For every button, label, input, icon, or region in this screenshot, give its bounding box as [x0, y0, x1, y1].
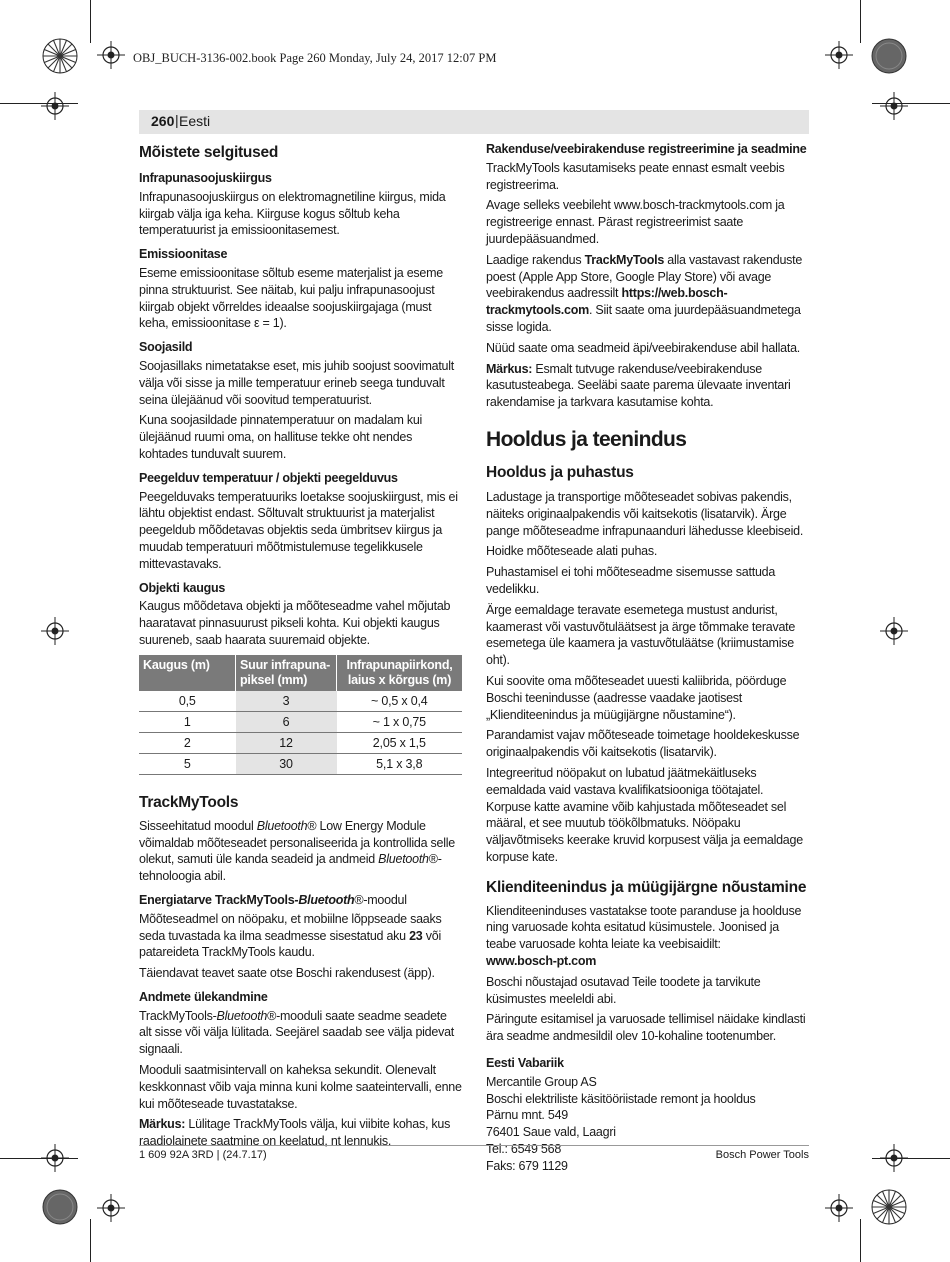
paragraph-energy: Mõõteseadmel on nööpaku, et mobiilne lõppseade saaks seda tuvastada ka ilma seadmesse sisestatud aku 23 või patareideta TrackMyTools kaudu. — [139, 911, 442, 960]
crosshair-target-icon — [825, 1194, 853, 1222]
address-line: Mercantile Group AS — [486, 1074, 597, 1089]
table-cell: 2,05 x 1,5 — [337, 732, 463, 753]
paragraph-note: Märkus: Lülitage TrackMyTools välja, kui viibite kohas, kus raadiolainete saatmine on keelatud, nt lennukis. — [139, 1117, 451, 1149]
subheading-registration: Rakenduse/veebirakenduse registreerimine ja seadmine — [486, 142, 807, 156]
table-cell: 6 — [236, 711, 337, 732]
address-line: Tel.: 6549 568 — [486, 1142, 562, 1157]
crosshair-target-icon — [880, 1144, 908, 1172]
footer-doc-code: 1 609 92A 3RD | (24.7.17) — [139, 1149, 267, 1161]
paragraph-registration-3: Laadige rakendus TrackMyTools alla vastavast rakenduste poest (Apple App Store, Google Play Store) või avage veebirakendus aadressilt https://web.bosch-trackmytools.com. Siit saate oma juurdepääsuandmetega sisse logida. — [486, 252, 803, 334]
subheading-object-distance: Objekti kaugus — [139, 580, 226, 595]
crosshair-target-icon — [97, 41, 125, 69]
paragraph-energy-2: Täiendavat teavet saate otse Boschi rakendusest (äpp). — [139, 966, 435, 981]
crosshair-target-icon — [41, 92, 69, 120]
table-cell: 30 — [236, 753, 337, 774]
page-language: Eesti — [179, 113, 211, 129]
paragraph-registration-4: Nüüd saate oma seadmeid äpi/veebirakenduse abil hallata. — [486, 340, 800, 355]
registration-star-icon — [869, 1187, 909, 1227]
paragraph-maintenance-1: Ladustage ja transportige mõõteseadet sobivas pakendis, näiteks originaalpakendis või kaitsekotis (lisatarvik). Ärge pange mõõteseadme infrapunaanduri lähedusse kleebiseid. — [486, 489, 804, 538]
section-heading-customer-service: Klienditeenindus ja müügijärgne nõustamine — [486, 878, 807, 896]
crosshair-target-icon — [97, 1194, 125, 1222]
paragraph-thermal-bridge-1: Soojasillaks nimetatakse eset, mis juhib soojust soovimatult välja või sisse ja mille temperatuur erineb seega tunduvalt seina ülejäänud või soovitud temperatuurist. — [139, 358, 455, 407]
table-cell: 3 — [236, 691, 337, 712]
paragraph-data-transfer: TrackMyTools-Bluetooth®-mooduli saate seadme seadete alt sisse või välja lülitada. Seejärel saadab see välja pidevat signaali. — [139, 1008, 454, 1057]
paragraph-maintenance-4: Ärge eemaldage teravate esemetega mustust andurist, kaamerast või vastuvõtuläätsest ja ärge tõmmake teravate esemetega üle kaamera ja vastuvõtuläätse (kriimustamise oht). — [486, 602, 796, 668]
table-cell: 12 — [236, 732, 337, 753]
subheading-country: Eesti Vabariik — [486, 1056, 564, 1071]
paragraph-infrared: Infrapunasoojuskiirgus on elektromagnetiline kiirgus, mida kiirgab välja iga keha. Kiirguse kogus sõltub keha temperatuurist ja emissioonitasemest. — [139, 189, 446, 238]
paragraph-object-distance: Kaugus mõõdetava objekti ja mõõteseadme vahel mõjutab haaratavat pinnasuurust pikseli kohta. Kui objekti kaugus suureneb, saab haarata suuremaid objekte. — [139, 599, 451, 647]
left-column — [139, 139, 462, 1154]
paragraph-registration-2: Avage selleks veebileht www.bosch-trackmytools.com ja registreerige ennast. Pärast registreerimist saate juurdepääsuandmed. — [486, 198, 785, 246]
table-cell: ~ 1 x 0,75 — [337, 711, 463, 732]
table-cell: 0,5 — [139, 691, 236, 712]
subheading-emission: Emissioonitase — [139, 247, 228, 262]
page-header-separator: | — [175, 112, 179, 128]
registration-star-icon — [40, 36, 80, 76]
crosshair-target-icon — [825, 41, 853, 69]
paragraph-maintenance-7: Integreeritud nööpakut on lubatud jäätmekäitluseks eemaldada vaid vastava kvalifikatsiooniga töötajatel. Korpuse katte avamine võib kahjustada mõõteseadet sel määral, et see muutub töökõlbmatuks. Nööpaku väljavõtmiseks keerake kruvid korpusest välja ja eemaldage korpuse kate. — [486, 765, 803, 864]
crop-mark — [860, 1219, 861, 1262]
registration-gray-circle-icon — [40, 1187, 80, 1227]
address-line: Faks: 679 1129 — [486, 1158, 568, 1173]
right-column — [486, 139, 809, 1175]
section-heading-trackmytools: TrackMyTools — [139, 793, 239, 811]
paragraph-maintenance-2: Hoidke mõõteseade alati puhas. — [486, 544, 658, 559]
table-header-cell: Infrapunapiirkond, laius x kõrgus (m) — [337, 655, 463, 691]
paragraph-registration-1: TrackMyTools kasutamiseks peate ennast esmalt veebis registreerima. — [486, 160, 785, 192]
table-header-cell: Kaugus (m) — [139, 655, 236, 691]
page-number: 260 — [151, 113, 175, 129]
table-header-row — [139, 655, 462, 691]
paragraph-service-3: Päringute esitamisel ja varuosade tellimisel näidake kindlasti ära seadme andmesildil olev 10-kohaline tootenumber. — [486, 1012, 806, 1044]
paragraph-maintenance-3: Puhastamisel ei tohi mõõteseadme sisemusse sattuda vedelikku. — [486, 565, 776, 596]
address-line: Boschi elektriliste käsitööriistade remont ja hooldus — [486, 1091, 756, 1106]
distance-table — [139, 655, 462, 775]
chapter-heading-maintenance: Hooldus ja teenindus — [486, 427, 687, 451]
subheading-reflected-temperature: Peegelduv temperatuur / objekti peegelduvus — [139, 470, 398, 485]
crop-mark — [90, 1219, 91, 1262]
crosshair-target-icon — [880, 92, 908, 120]
table-header-cell: Suur infrapuna-piksel (mm) — [236, 655, 337, 691]
table-row — [139, 732, 462, 753]
address-line: Pärnu mnt. 549 — [486, 1108, 568, 1123]
table-cell: 1 — [139, 711, 236, 732]
crop-mark — [90, 0, 91, 43]
table-cell: 5,1 x 3,8 — [337, 753, 463, 774]
table-cell: 5 — [139, 753, 236, 774]
service-url: www.bosch-pt.com — [486, 954, 597, 969]
section-heading-moisted: Mõistete selgitused — [139, 144, 279, 161]
crop-mark — [860, 0, 861, 43]
paragraph-data-transfer-2: Mooduli saatmisintervall on kaheksa sekundit. Olenevalt keskkonnast võib vaja minna kuni kolme saateintervalli, enne kui mõõteseade tuvastatakse. — [139, 1063, 462, 1111]
paragraph-maintenance-5: Kui soovite oma mõõteseadet uuesti kaliibrida, pöörduge Boschi teenindusse (aadresse vaadake jaotisest „Klienditeenindus ja müügijärgne nõustamine“). — [486, 673, 787, 722]
subheading-energy: Energiatarve TrackMyTools-Bluetooth®-moodul — [139, 892, 407, 907]
table-cell: ~ 0,5 x 0,4 — [337, 691, 463, 712]
paragraph-service-1: Klienditeeninduses vastatakse toote paranduse ja hoolduse ning varuosade kohta esitatud küsimustele. Joonised ja teabe varuosade kohta leiate ka veebisaidilt: — [486, 903, 802, 952]
paragraph-thermal-bridge-2: Kuna soojasildade pinnatemperatuur on madalam kui ülejäänud ruumi oma, on hallituse tekke oht nendes kohtades tunduvalt suurem. — [139, 413, 423, 461]
footer-rule — [139, 1145, 809, 1146]
subheading-infrared: Infrapunasoojuskiirgus — [139, 171, 272, 185]
print-header: OBJ_BUCH-3136-002.book Page 260 Monday, July 24, 2017 12:07 PM — [133, 51, 497, 65]
table-cell: 2 — [139, 732, 236, 753]
paragraph-registration-note: Märkus: Esmalt tutvuge rakenduse/veebirakenduse kasutusteabega. Seeläbi saate parema ülevaate inventari rakendamise ja tarkvara kasutamise kohta. — [486, 361, 791, 410]
subheading-data-transfer: Andmete ülekandmine — [139, 989, 268, 1004]
address-line: 76401 Saue vald, Laagri — [486, 1125, 616, 1140]
paragraph-service-2: Boschi nõustajad osutavad Teile toodete ja tarvikute küsimustes meeleldi abi. — [486, 974, 761, 1006]
paragraph-emission: Eseme emissioonitase sõltub eseme materjalist ja eseme pinna struktuurist. See näitab, kui palju infrapunasoojust kiirgab objekt võrreldes ideaalse soojuskiirgajaga (must keha, emissioonitase ε = 1). — [139, 265, 443, 331]
section-heading-cleaning: Hooldus ja puhastus — [486, 463, 634, 481]
table-row — [139, 753, 462, 774]
crosshair-target-icon — [41, 617, 69, 645]
table-row — [139, 691, 462, 712]
paragraph-maintenance-6: Parandamist vajav mõõteseade toimetage hooldekeskusse originaalpakendis või kaitsekotis (lisatarvik). — [486, 728, 800, 760]
table-row — [139, 711, 462, 732]
registration-gray-circle-icon — [869, 36, 909, 76]
paragraph-reflected-temperature: Peegelduvaks temperatuuriks loetakse soojuskiirgust, mis ei lähtu objektist endast. Sõltuvalt struktuurist ja materjalist peegeldub mõõdetavas objektis seda ümbritsev kiirgus ja muudab temperatuuri mõõtmistulemuse tegelikkusele mittevastavaks. — [139, 489, 458, 571]
footer-brand: Bosch Power Tools — [715, 1149, 809, 1161]
subheading-thermal-bridge: Soojasild — [139, 340, 193, 355]
page-header-band — [139, 110, 809, 134]
crosshair-target-icon — [41, 1144, 69, 1172]
paragraph-trackmytools: Sisseehitatud moodul Bluetooth® Low Energy Module võimaldab mõõteseadet personaliseerida ja kontrollida selle olekut, samuti üle kanda seadeid ja andmeid Bluetooth®-tehnoloogia abil. — [139, 818, 455, 884]
crosshair-target-icon — [880, 617, 908, 645]
